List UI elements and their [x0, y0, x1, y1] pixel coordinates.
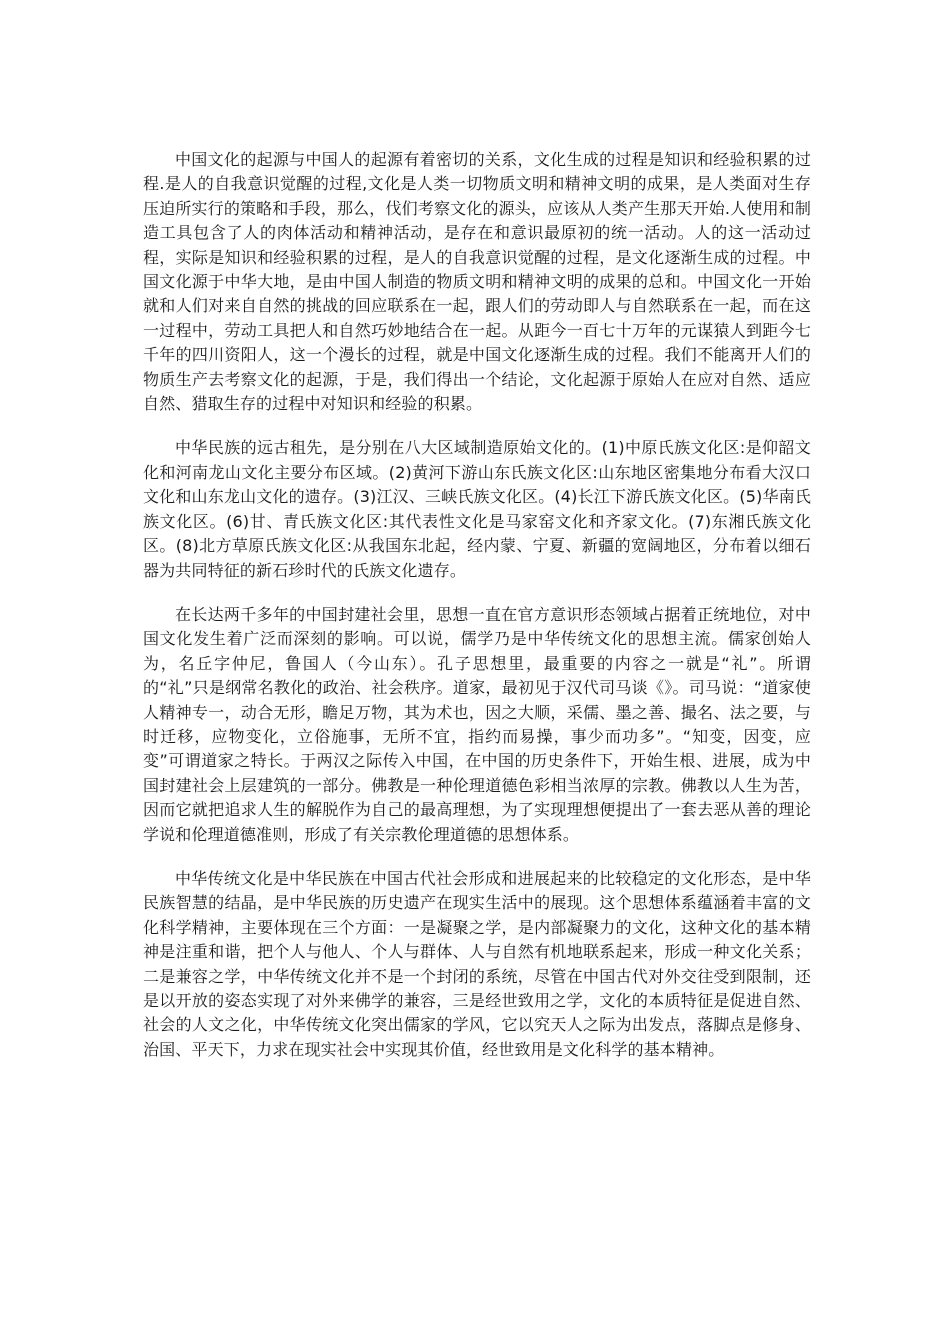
paragraph-traditional-culture-spirit: 中华传统文化是中华民族在中国古代社会形成和进展起来的比较稳定的文化形态，是中华民族智慧的结晶，是中华民族的历史遗产在现实生活中的展现。这个思想体系蕴涵着丰富的文化科学精神，主要体现在三个方面：一是凝聚之学，是内部凝聚力的文化，这种文化的基本精神是注重和谐，把个人与他人、个人与群体、人与自然有机地联系起来，形成一种文化关系；二是兼容之学，中华传统文化并不是一个封闭的系统，尽管在中国古代对外交往受到限制，还是以开放的姿态实现了对外来佛学的兼容，三是经世致用之学，文化的本质特征是促进自然、社会的人文之化，中华传统文化突出儒家的学风，它以究天人之际为出发点，落脚点是修身、治国、平天下，力求在现实社会中实现其价值，经世致用是文化科学的基本精神。 [143, 868, 811, 1059]
paragraph-confucian-taoist-buddhist: 在长达两千多年的中国封建社会里，思想一直在官方意识形态领域占据着正统地位，对中国文化发生着广泛而深刻的影响。可以说，儒学乃是中华传统文化的思想主流。儒家创始人为，名丘字仲尼，鲁国人（今山东）。孔子思想里，最重要的内容之一就是“礼”。所谓的“礼”只是纲常名教化的政治、社会秩序。道家，最初见于汉代司马谈《》。司马说：“道家使人精神专一，动合无形，瞻足万物，其为术也，因之大顺，采儒、墨之善、撮名、法之要，与时迁移，应物变化，立俗施事，无所不宜，指约而易操，事少而功多”。“知变，因变，应变”可谓道家之特长。于两汉之际传入中国，在中国的历史条件下，开始生根、进展，成为中国封建社会上层建筑的一部分。佛教是一种伦理道德色彩相当浓厚的宗教。佛教以人生为苦，因而它就把追求人生的解脱作为自己的最高理想，为了实现理想便提出了一套去恶从善的理论学说和伦理道德准则，形成了有关宗教伦理道德的思想体系。 [143, 604, 811, 844]
document-body [143, 148, 811, 1082]
paragraph-culture-origin: 中国文化的起源与中国人的起源有着密切的关系，文化生成的过程是知识和经验积累的过程.是人的自我意识觉醒的过程,文化是人类一切物质文明和精神文明的成果，是人类面对生存压迫所实行的策略和手段，那么，伐们考察文化的源头，应该从人类产生那天开始.人使用和制造工具包含了人的肉体活动和精神活动，是存在和意识最原初的统一活动。人的这一活动过程，实际是知识和经验积累的过程，是人的自我意识觉醒的过程，是文化逐渐生成的过程。中国文化源于中华大地，是由中国人制造的物质文明和精神文明的成果的总和。中国文化一开始就和人们对来自自然的挑战的回应联系在一起，跟人们的劳动即人与自然联系在一起，而在这一过程中，劳动工具把人和自然巧妙地结合在一起。从距今一百七十万年的元谋猿人到距今七千年的四川资阳人，这一个漫长的过程，就是中国文化逐渐生成的过程。我们不能离开人们的物质生产去考察文化的起源，于是，我们得出一个结论，文化起源于原始人在应对自然、适应自然、猎取生存的过程中对知识和经验的积累。 [143, 150, 811, 414]
paragraph-ancestral-regions: 中华民族的远古租先，是分别在八大区域制造原始文化的。(1)中原氏族文化区:是仰韶文化和河南龙山文化主要分布区域。(2)黄河下游山东氏族文化区:山东地区密集地分布看大汉口文化和山东龙山文化的遗存。(3)江汉、三峡氏族文化区。(4)长江下游氏族文化区。(5)华南氏族文化区。(6)甘、青氏族文化区:其代表性文化是马家窑文化和齐家文化。(7)东湘氏族文化区。(8)北方草原氏族文化区:从我国东北起，经内蒙、宁夏、新疆的宽阔地区，分布着以细石器为共同特征的新石珍时代的氏族文化遗存。 [143, 438, 811, 580]
